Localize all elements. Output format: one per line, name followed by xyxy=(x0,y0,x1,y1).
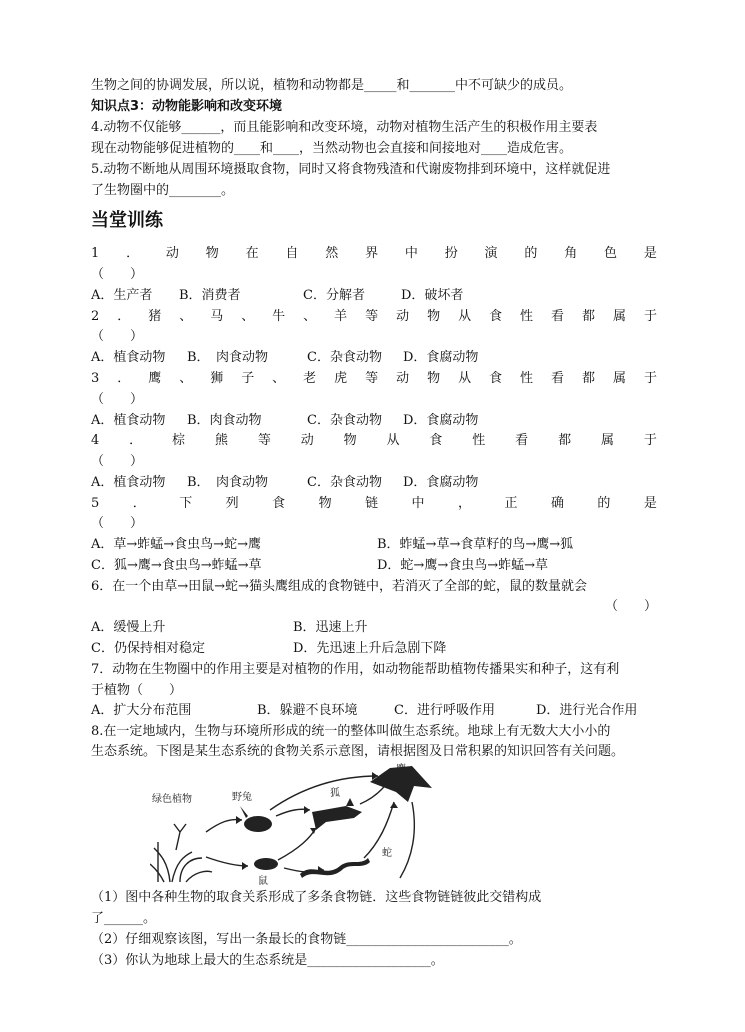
q6-option-b[interactable]: B．迅速上升 xyxy=(293,620,368,635)
stem-char: 在 xyxy=(245,246,259,261)
stem-char: 食 xyxy=(272,496,286,511)
q5-option-b[interactable]: B．蚱蜢→草→食草籽的鸟→鹰→狐 xyxy=(377,537,574,552)
q3-option-a[interactable]: A．植食动物 xyxy=(91,413,166,428)
stem-char: 界 xyxy=(365,246,379,261)
stem-char: 从 xyxy=(458,371,472,386)
stem-char: 属 xyxy=(613,371,627,386)
question-number: 5 xyxy=(91,496,100,511)
q6-option-a[interactable]: A．缓慢上升 xyxy=(91,620,166,635)
stem-char: 看 xyxy=(551,371,565,386)
green-plant-drawing xyxy=(150,824,212,882)
stem-char: 性 xyxy=(520,309,534,324)
q2-paren: （ ） xyxy=(91,329,144,344)
stem-char: 鹰 xyxy=(148,371,162,386)
q1-option-d[interactable]: D．破坏者 xyxy=(401,288,464,303)
stem-char: 的 xyxy=(524,246,538,261)
stem-char: 的 xyxy=(597,496,611,511)
stem-char: 物 xyxy=(205,246,219,261)
stem-char: 自 xyxy=(285,246,299,261)
stem-char: 都 xyxy=(558,433,572,448)
stem-char: 中 xyxy=(411,496,425,511)
q7-option-a[interactable]: A．扩大分布范围 xyxy=(91,703,192,718)
stem-char: 都 xyxy=(582,371,596,386)
stem-char: 列 xyxy=(225,496,239,511)
arrow-plant-mouse xyxy=(206,857,248,866)
q8-sub2: （2）仔细观察该图，写出一条最长的食物链_________________________。 xyxy=(91,932,522,947)
stem-char: 中 xyxy=(404,246,418,261)
stem-char: 、 xyxy=(179,371,193,386)
q5-stem xyxy=(91,494,657,514)
stem-char: 物 xyxy=(427,309,441,324)
q6-option-c[interactable]: C．仍保持相对稳定 xyxy=(91,641,205,656)
intro-line-1: 生物之间的协调发展，所以说，植物和动物都是_____和_______中不可缺少的成员。 xyxy=(91,78,573,93)
stem-char: 正 xyxy=(504,496,518,511)
stem-char: 老 xyxy=(303,371,317,386)
snake-drawing xyxy=(300,858,370,878)
section-title: 当堂训练 xyxy=(91,210,163,231)
label-fox: 狐 xyxy=(330,788,340,799)
q5-line-a: 5.动物不断地从周围环境摄取食物，同时又将食物残渣和代谢废物排到环境中，这样就促进 xyxy=(91,162,611,177)
q1-option-b[interactable]: B．消费者 xyxy=(179,288,241,303)
mouse-drawing xyxy=(254,858,278,870)
q4-stem xyxy=(91,431,657,451)
label-green-plant: 绿色植物 xyxy=(152,794,192,805)
arrow-rabbit-hawk xyxy=(270,776,378,810)
q3-option-c[interactable]: C．杂食动物 xyxy=(307,413,382,428)
q4-line-b: 现在动物能够促进植物的____和____，当然动物也会直接和间接地对____造成危害。 xyxy=(91,141,573,156)
label-rabbit: 野兔 xyxy=(232,792,252,803)
stem-char: 棕 xyxy=(172,433,186,448)
stem-char: 物 xyxy=(427,371,441,386)
stem-char: 属 xyxy=(613,309,627,324)
q2-option-d[interactable]: D．食腐动物 xyxy=(403,350,479,365)
stem-char: 色 xyxy=(604,246,618,261)
stem-char: 熊 xyxy=(214,433,228,448)
stem-char: 都 xyxy=(582,309,596,324)
stem-char: 看 xyxy=(515,433,529,448)
stem-char: 确 xyxy=(550,496,564,511)
stem-char: ． xyxy=(117,309,131,324)
q8-sub3: （3）你认为地球上最大的生态系统是___________________。 xyxy=(91,953,444,968)
q1-option-c[interactable]: C．分解者 xyxy=(303,288,365,303)
stem-char: 食 xyxy=(489,371,503,386)
stem-char: 虎 xyxy=(334,371,348,386)
q7-stem-2: 于植物（ ） xyxy=(91,683,183,698)
knowledge-point-3: 知识点3：动物能影响和改变环境 xyxy=(91,99,283,114)
stem-char: 、 xyxy=(272,371,286,386)
stem-char: 扮 xyxy=(444,246,458,261)
q5-line-b: 了生物圈中的________。 xyxy=(91,183,235,198)
q7-options xyxy=(91,701,657,721)
stem-char: 属 xyxy=(600,433,614,448)
label-hawk: 鹰 xyxy=(396,764,406,775)
q5-option-c[interactable]: C．狐→鹰→食虫鸟→蚱蜢→草 xyxy=(91,558,262,573)
stem-char: ． xyxy=(117,371,131,386)
stem-char: 等 xyxy=(365,371,379,386)
q5-option-a[interactable]: A．草→蚱蜢→食虫鸟→蛇→鹰 xyxy=(91,537,261,552)
stem-char: 马 xyxy=(210,309,224,324)
q6-options-row1 xyxy=(91,618,657,638)
stem-char: 从 xyxy=(386,433,400,448)
q3-options xyxy=(91,411,657,431)
stem-char: 、 xyxy=(241,309,255,324)
q2-stem xyxy=(91,307,657,327)
q4-option-c[interactable]: C．杂食动物 xyxy=(307,475,382,490)
stem-char: 、 xyxy=(179,309,193,324)
stem-char: ． xyxy=(126,246,140,261)
q5-options-row2 xyxy=(91,556,657,576)
stem-char: 于 xyxy=(643,309,657,324)
stem-char: 动 xyxy=(300,433,314,448)
q4-line-a: 4.动物不仅能够______，而且能影响和改变环境，动物对植物生活产生的积极作用主要表 xyxy=(91,120,598,135)
q7-stem: 7．动物在生物圈中的作用主要是对植物的作用，如动物能帮助植物传播果实和种子，这有利 xyxy=(91,662,620,677)
q2-options xyxy=(91,348,657,368)
question-number: 3 xyxy=(91,371,100,386)
stem-char: 物 xyxy=(318,496,332,511)
q3-paren: （ ） xyxy=(91,392,144,407)
q6-options-row2 xyxy=(91,639,657,659)
q4-options xyxy=(91,473,657,493)
stem-char: 猪 xyxy=(148,309,162,324)
fox-drawing xyxy=(312,806,362,830)
stem-char: 于 xyxy=(643,371,657,386)
stem-char: 是 xyxy=(643,496,657,511)
q1-options xyxy=(91,286,657,306)
stem-char: 于 xyxy=(643,433,657,448)
stem-char: 等 xyxy=(257,433,271,448)
stem-char: 链 xyxy=(365,496,379,511)
q1-paren: （ ） xyxy=(91,267,144,282)
stem-char: 牛 xyxy=(272,309,286,324)
q5-option-d[interactable]: D．蛇→鹰→食虫鸟→蚱蜢→草 xyxy=(377,558,548,573)
q6-paren: （ ） xyxy=(604,599,657,614)
arrow-mouse-fox xyxy=(278,828,316,860)
stem-char: 动 xyxy=(396,371,410,386)
q3-stem xyxy=(91,369,657,389)
stem-char: 狮 xyxy=(210,371,224,386)
q3-option-b[interactable]: B．肉食动物 xyxy=(187,413,262,428)
stem-char: 食 xyxy=(489,309,503,324)
stem-char: 性 xyxy=(472,433,486,448)
stem-char: 物 xyxy=(343,433,357,448)
q5-paren: （ ） xyxy=(91,516,144,531)
q2-option-a[interactable]: A．植食动物 xyxy=(91,350,166,365)
q8-line-1: 8.在一定地域内，生物与环境所形成的统一的整体叫做生态系统。地球上有无数大大小小的 xyxy=(91,724,611,739)
stem-char: ． xyxy=(132,496,146,511)
q5-options-row1 xyxy=(91,535,657,555)
stem-char: 羊 xyxy=(334,309,348,324)
stem-char: 从 xyxy=(458,309,472,324)
q1-stem xyxy=(91,244,657,264)
q6-stem: 6．在一个由草→田鼠→蛇→猫头鹰组成的食物链中，若消灭了全部的蛇，鼠的数量就会 xyxy=(91,579,587,594)
q6-option-d[interactable]: D．先迅速上升后急剧下降 xyxy=(293,641,447,656)
q8-sub1-b: 了______。 xyxy=(91,911,157,926)
stem-char: 演 xyxy=(484,246,498,261)
q8-line-2: 生态系统。下图是某生态系统的食物关系示意图，请根据图及日常积累的知识回答有关问题。 xyxy=(91,744,625,759)
question-number: 4 xyxy=(91,433,100,448)
q7-option-d[interactable]: D．进行光合作用 xyxy=(536,703,638,718)
label-mouse: 鼠 xyxy=(258,876,268,887)
q4-paren: （ ） xyxy=(91,454,144,469)
stem-char: 动 xyxy=(396,309,410,324)
stem-char: 动 xyxy=(165,246,179,261)
stem-char: 食 xyxy=(429,433,443,448)
stem-char: 下 xyxy=(179,496,193,511)
question-number: 2 xyxy=(91,309,100,324)
stem-char: 是 xyxy=(643,246,657,261)
stem-char: 看 xyxy=(551,309,565,324)
stem-char: 、 xyxy=(303,309,317,324)
q2-option-b[interactable]: B． 肉食动物 xyxy=(187,350,269,365)
stem-char: 然 xyxy=(325,246,339,261)
q7-option-b[interactable]: B．躲避不良环境 xyxy=(257,703,358,718)
q4-option-d[interactable]: D．食腐动物 xyxy=(403,475,479,490)
stem-char: 角 xyxy=(564,246,578,261)
q4-option-a[interactable]: A．植食动物 xyxy=(91,475,166,490)
label-snake: 蛇 xyxy=(382,848,392,859)
q2-option-c[interactable]: C．杂食动物 xyxy=(307,350,382,365)
arrow-hawk-side xyxy=(400,802,414,878)
food-web-figure xyxy=(150,762,435,887)
q8-sub1-a: （1）图中各种生物的取食关系形成了多条食物链．这些食物链链彼此交错构成 xyxy=(91,890,542,905)
rabbit-drawing xyxy=(244,816,272,832)
question-number: 1 xyxy=(91,246,100,261)
q3-option-d[interactable]: D．食腐动物 xyxy=(403,413,479,428)
q7-option-c[interactable]: C．进行呼吸作用 xyxy=(394,703,495,718)
stem-char: 子 xyxy=(241,371,255,386)
q4-option-b[interactable]: B． 肉食动物 xyxy=(187,475,269,490)
stem-char: ． xyxy=(129,433,143,448)
stem-char: 性 xyxy=(520,371,534,386)
stem-char: 等 xyxy=(365,309,379,324)
q1-option-a[interactable]: A．生产者 xyxy=(91,288,153,303)
stem-char: ， xyxy=(458,496,472,511)
